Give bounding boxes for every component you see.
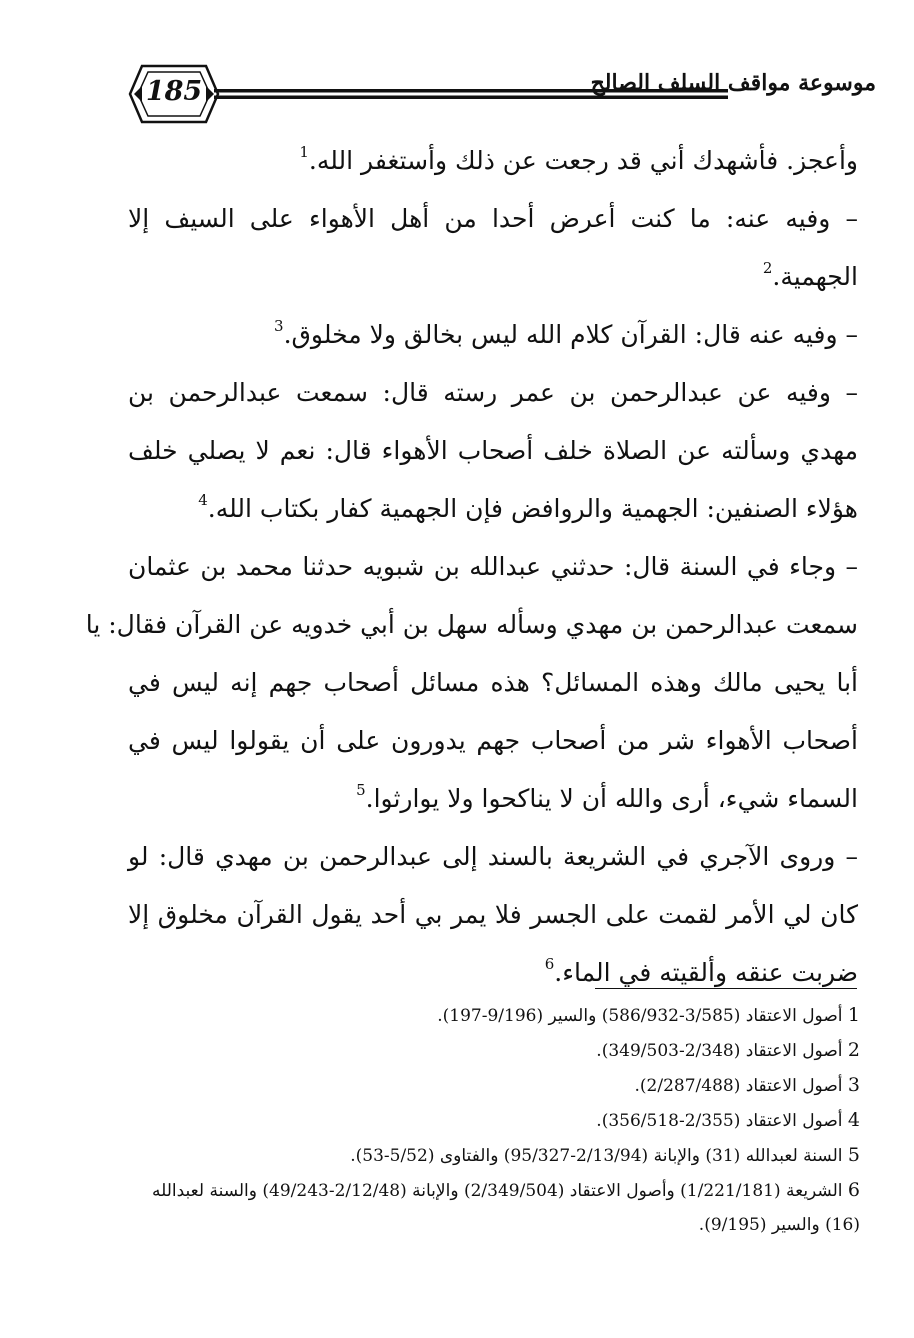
- series-title: موسوعة مواقف السلف الصالح: [590, 70, 876, 96]
- body-text: [85, 132, 858, 1002]
- body-line-text: – وفيه عن عبدالرحمن بن عمر رسته قال: سمعت عبدالرحمن بن: [128, 378, 858, 407]
- footnote: [128, 998, 860, 1033]
- footnote-number: 1: [847, 1004, 860, 1026]
- body-line: [128, 190, 858, 248]
- body-line: [128, 712, 858, 770]
- footnote-text: الشريعة (1/221/181) وأصول الاعتقاد (2/349/504) والإبانة (2/12/48-49/243) والسنة لعبدالله (16) والسير (9/195).: [151, 1181, 860, 1235]
- footnotes: [128, 998, 860, 1242]
- body-line-text: هؤلاء الصنفين: الجهمية والروافض فإن الجهمية كفار بكتاب الله.: [207, 494, 858, 523]
- footnote: [128, 1103, 860, 1138]
- body-line-text: أبا يحيى مالك وهذه المسائل؟ هذه مسائل أصحاب جهم إنه ليس في: [128, 668, 858, 697]
- footnote-number: 5: [847, 1144, 860, 1166]
- footnote: [128, 1138, 860, 1173]
- footnote: [128, 1173, 860, 1242]
- body-line-text: الجهمية.: [772, 262, 858, 291]
- footnote-marker: 1: [299, 143, 309, 161]
- body-line-text: – وجاء في السنة قال: حدثني عبدالله بن شبويه حدثنا محمد بن عثمان: [128, 552, 858, 581]
- footnote-number: 4: [847, 1109, 860, 1131]
- footnote-separator: [595, 988, 857, 989]
- body-line: [128, 538, 858, 596]
- body-line-text: أصحاب الأهواء شر من أصحاب جهم يدورون على أن يقولوا ليس في: [128, 726, 858, 755]
- footnote-marker: 2: [762, 259, 773, 277]
- body-line: [128, 886, 858, 944]
- body-line: [128, 944, 858, 1002]
- footnote-number: 3: [847, 1074, 860, 1096]
- body-line: [128, 364, 858, 422]
- footnote-marker: 5: [356, 781, 366, 799]
- page-header: [128, 62, 876, 128]
- body-line-text: – وروى الآجري في الشريعة بالسند إلى عبدالرحمن بن مهدي قال: لو: [128, 842, 858, 871]
- body-line: [128, 248, 858, 306]
- body-line-text: – وفيه عنه: ما كنت أعرض أحدا من أهل الأهواء على السيف إلا: [128, 204, 858, 233]
- body-line-text: السماء شيء، أرى والله أن لا يناكحوا ولا يوارثوا.: [365, 784, 858, 813]
- footnote: [128, 1033, 860, 1068]
- body-line: [128, 422, 858, 480]
- body-line-text: كان لي الأمر لقمت على الجسر فلا يمر بي أحد يقول القرآن مخلوق إلا: [128, 900, 858, 929]
- body-line: [85, 596, 858, 654]
- body-line-text: ضربت عنقه وألقيته في الماء.: [554, 958, 858, 987]
- footnote-number: 6: [847, 1179, 860, 1201]
- footnote-number: 2: [847, 1039, 860, 1061]
- body-line-text: مهدي وسألته عن الصلاة خلف أصحاب الأهواء قال: نعم لا يصلي خلف: [128, 436, 858, 465]
- body-line: [128, 306, 858, 364]
- body-line-text: سمعت عبدالرحمن بن مهدي وسأله سهل بن أبي خدويه عن القرآن فقال: يا: [85, 610, 858, 639]
- footnote-marker: 4: [198, 491, 208, 509]
- footnote-text: أصول الاعتقاد (2/287/488).: [634, 1076, 843, 1096]
- page-number: 185: [145, 76, 203, 107]
- footnote-text: أصول الاعتقاد (2/355-356/518).: [596, 1111, 843, 1131]
- body-line: [128, 132, 858, 190]
- footnote-text: أصول الاعتقاد (3/585-586/932) والسير (9/196-197).: [437, 1006, 843, 1026]
- footnote-text: أصول الاعتقاد (2/348-349/503).: [596, 1041, 843, 1061]
- body-line-text: وأعجز. فأشهدك أني قد رجعت عن ذلك وأستغفر الله.: [308, 146, 858, 175]
- footnote-text: السنة لعبدالله (31) والإبانة (2/13/94-95/327) والفتاوى (5/52-53).: [350, 1146, 843, 1166]
- body-line-text: – وفيه عنه قال: القرآن كلام الله ليس بخالق ولا مخلوق.: [283, 320, 858, 349]
- body-line: [128, 828, 858, 886]
- footnote-marker: 3: [274, 317, 284, 335]
- footnote-marker: 6: [544, 955, 555, 973]
- body-line: [128, 654, 858, 712]
- footnote: [128, 1068, 860, 1103]
- body-line: [128, 770, 858, 828]
- body-line: [128, 480, 858, 538]
